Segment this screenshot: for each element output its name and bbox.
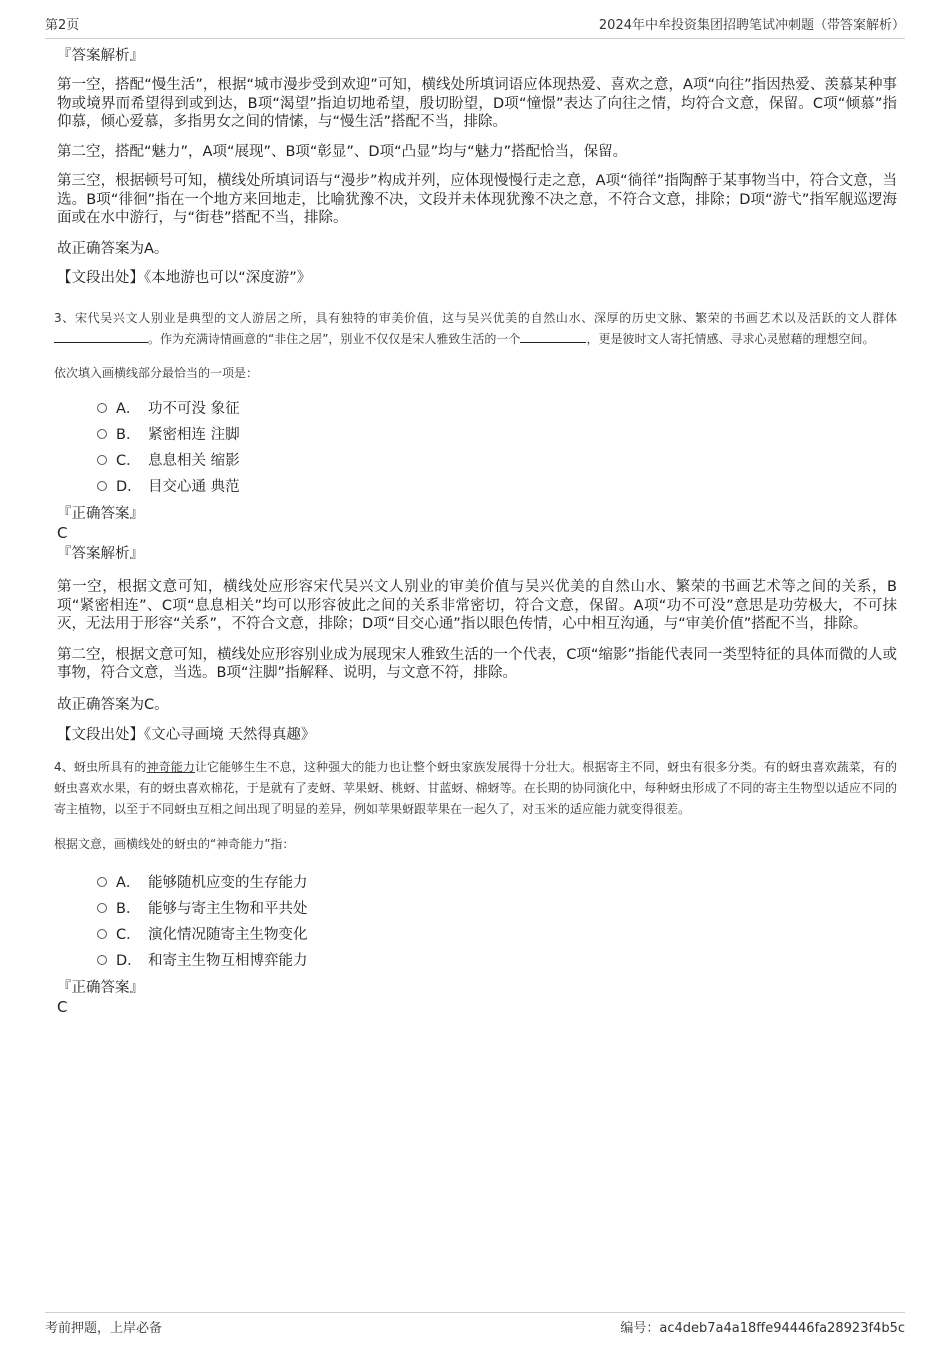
answer-conclusion: 故正确答案为A。 xyxy=(57,240,169,257)
radio-icon[interactable] xyxy=(97,955,107,965)
correct-answer: C xyxy=(57,524,68,542)
analysis-paragraph: 第二空，搭配“魅力”，A项“展现”、B项“彰显”、D项“凸显”均与“魅力”搭配恰当，保留。 xyxy=(57,143,628,160)
source-citation: 【文段出处】《本地游也可以“深度游”》 xyxy=(57,270,312,286)
answer-conclusion: 故正确答案为C。 xyxy=(57,696,169,713)
radio-icon[interactable] xyxy=(97,903,107,913)
radio-icon[interactable] xyxy=(97,929,107,939)
option-b[interactable]: B． 紧密相连 注脚 xyxy=(97,420,897,446)
analysis-paragraph: 第一空，搭配“慢生活”，根据“城市漫步受到欢迎”可知，横线处所填词语应体现热爱、喜欢之意，A项“向往”指因热爱、羡慕某种事物或境界而希望得到或到达，B项“渴望”指迫切地希望，殷切盼望，D项“憧憬”表达了向往之情，均符合文意，保留。C项“倾慕”指仰慕，倾心爱慕，多指男女之间的情愫，与“慢生活”搭配不当，排除。 xyxy=(57,77,897,130)
radio-icon[interactable] xyxy=(97,429,107,439)
correct-answer-label: 『正确答案』 xyxy=(57,980,144,996)
radio-icon[interactable] xyxy=(97,403,107,413)
question-4-options xyxy=(97,868,897,972)
main-content xyxy=(54,46,897,1016)
radio-icon[interactable] xyxy=(97,877,107,887)
page-number: 第2页 xyxy=(45,18,80,33)
document-id: 编号：ac4deb7a4a18ffe94446fa28923f4b5c xyxy=(620,1321,905,1336)
underlined-phrase: 神奇能力 xyxy=(146,760,195,774)
option-a[interactable]: A． 能够随机应变的生存能力 xyxy=(97,868,897,894)
analysis-paragraph: 第三空，根据顿号可知，横线处所填词语与“漫步”构成并列，应体现慢慢行走之意，A项“徜徉”指陶醉于某事物当中，符合文意，当选。B项“徘徊”指在一个地方来回地走，比喻犹豫不决，文段并未体现犹豫不决之意，不符合文意，排除；D项“游弋”指军舰巡逻海面或在水中游行，与“街巷”搭配不当，排除。 xyxy=(57,173,897,226)
analysis-paragraph: 第一空，根据文意可知，横线处应形容宋代吴兴文人别业的审美价值与吴兴优美的自然山水、繁荣的书画艺术等之间的关系，B项“紧密相连”、C项“息息相关”均可以形容彼此之间的关系非常密切，符合文意，保留。A项“功不可没”意思是功劳极大，不可抹灭，无法用于形容“关系”，不符合文意，排除；D项“目交心通”指以眼色传情，心中相互沟通，与“审美价值”搭配不当，排除。 xyxy=(57,579,897,632)
question-3-options xyxy=(97,394,897,498)
option-c[interactable]: C． 演化情况随寄主生物变化 xyxy=(97,920,897,946)
option-b[interactable]: B． 能够与寄主生物和平共处 xyxy=(97,894,897,920)
source-citation: 【文段出处】《文心寻画境 天然得真趣》 xyxy=(57,727,316,743)
radio-icon[interactable] xyxy=(97,481,107,491)
option-c[interactable]: C． 息息相关 缩影 xyxy=(97,446,897,472)
question-3-prompt: 依次填入画横线部分最恰当的一项是： xyxy=(54,366,259,380)
page-header xyxy=(45,14,905,39)
blank-1 xyxy=(54,331,148,343)
analysis-paragraph: 第二空，根据文意可知，横线处应形容别业成为展现宋人雅致生活的一个代表，C项“缩影”指能代表同一类型特征的具体而微的人或事物，符合文意，当选。B项“注脚”指解释、说明，与文意不符，排除。 xyxy=(57,646,897,681)
document-title: 2024年中牟投资集团招聘笔试冲刺题（带答案解析） xyxy=(598,18,905,33)
page-footer xyxy=(45,1312,905,1336)
option-d[interactable]: D． 目交心通 典范 xyxy=(97,472,897,498)
blank-2 xyxy=(520,331,586,343)
analysis-label: 『答案解析』 xyxy=(57,48,144,64)
correct-answer-label: 『正确答案』 xyxy=(57,506,144,522)
radio-icon[interactable] xyxy=(97,455,107,465)
question-4-prompt: 根据文意，画横线处的蚜虫的“神奇能力”指： xyxy=(54,837,295,851)
question-4-text: 4、蚜虫所具有的神奇能力让它能够生生不息，这种强大的能力也让整个蚜虫家族发展得十分壮大。根据寄主不同，蚜虫有很多分类。有的蚜虫喜欢蔬菜，有的蚜虫喜欢水果，有的蚜虫喜欢棉花，于是就有了麦蚜、苹果蚜、桃蚜、甘蓝蚜、棉蚜等。在长期的协同演化中，每种蚜虫形成了不同的寄主生物型以适应不同的寄主植物，以至于不同蚜虫互相之间出现了明显的差异，例如苹果蚜跟苹果在一起久了，对玉米的适应能力就变得很差。 xyxy=(54,760,897,816)
option-d[interactable]: D． 和寄主生物互相博弈能力 xyxy=(97,946,897,972)
option-a[interactable]: A． 功不可没 象征 xyxy=(97,394,897,420)
footer-slogan: 考前押题，上岸必备 xyxy=(45,1321,163,1336)
correct-answer: C xyxy=(57,998,68,1016)
question-3-text: 3、宋代吴兴文人别业是典型的文人游居之所，具有独特的审美价值，这与吴兴优美的自然山水、深厚的历史文脉、繁荣的书画艺术以及活跃的文人群体。作为充满诗情画意的“非住之居”，别业不仅仅是宋人雅致生活的一个 ，更是彼时文人寄托情感、寻求心灵慰藉的理想空间。 xyxy=(54,311,897,346)
analysis-label: 『答案解析』 xyxy=(57,546,144,562)
